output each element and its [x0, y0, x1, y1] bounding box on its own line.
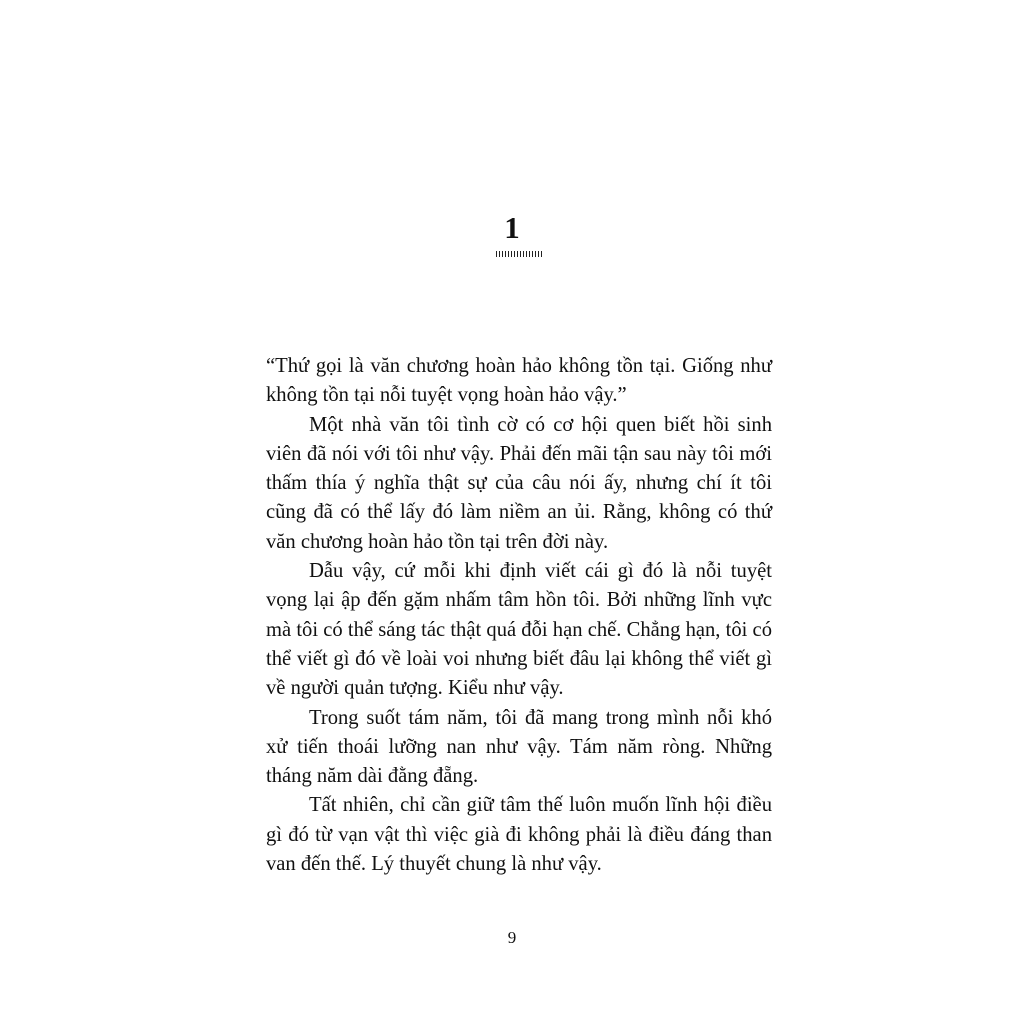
body-text — [266, 352, 772, 879]
chapter-number: 1 — [504, 210, 520, 245]
paragraph: “Thứ gọi là văn chương hoàn hảo không tồn tại. Giống như không tồn tại nỗi tuyệt vọng hoàn hảo vậy.” — [266, 355, 772, 407]
paragraph: Tất nhiên, chỉ cần giữ tâm thế luôn muốn lĩnh hội điều gì đó từ vạn vật thì việc già đi không phải là điều đáng than van đến thế. Lý thuyết chung là như vậy. — [266, 794, 772, 876]
chapter-ornament — [496, 251, 542, 257]
page-number: 9 — [507, 928, 517, 947]
paragraph: Trong suốt tám năm, tôi đã mang trong mình nỗi khó xử tiến thoái lưỡng nan như vậy. Tám năm ròng. Những tháng năm dài đằng đẵng. — [266, 706, 772, 788]
paragraph: Dẫu vậy, cứ mỗi khi định viết cái gì đó là nỗi tuyệt vọng lại ập đến gặm nhấm tâm hồn tôi. Bởi những lĩnh vực mà tôi có thể sáng tác thật quá đỗi hạn chế. Chẳng hạn, tôi có thể viết gì đó về loài voi nhưng biết đâu lại không thể viết gì về người quản tượng. Kiểu như vậy. — [266, 560, 772, 700]
paragraph: Một nhà văn tôi tình cờ có cơ hội quen biết hồi sinh viên đã nói với tôi như vậy. Phải đến mãi tận sau này tôi mới thấm thía ý nghĩa thật sự của câu nói ấy, nhưng chí ít tôi cũng đã có thể lấy đó làm niềm an ủi. Rằng, không có thứ văn chương hoàn hảo tồn tại trên đời này. — [266, 413, 772, 553]
